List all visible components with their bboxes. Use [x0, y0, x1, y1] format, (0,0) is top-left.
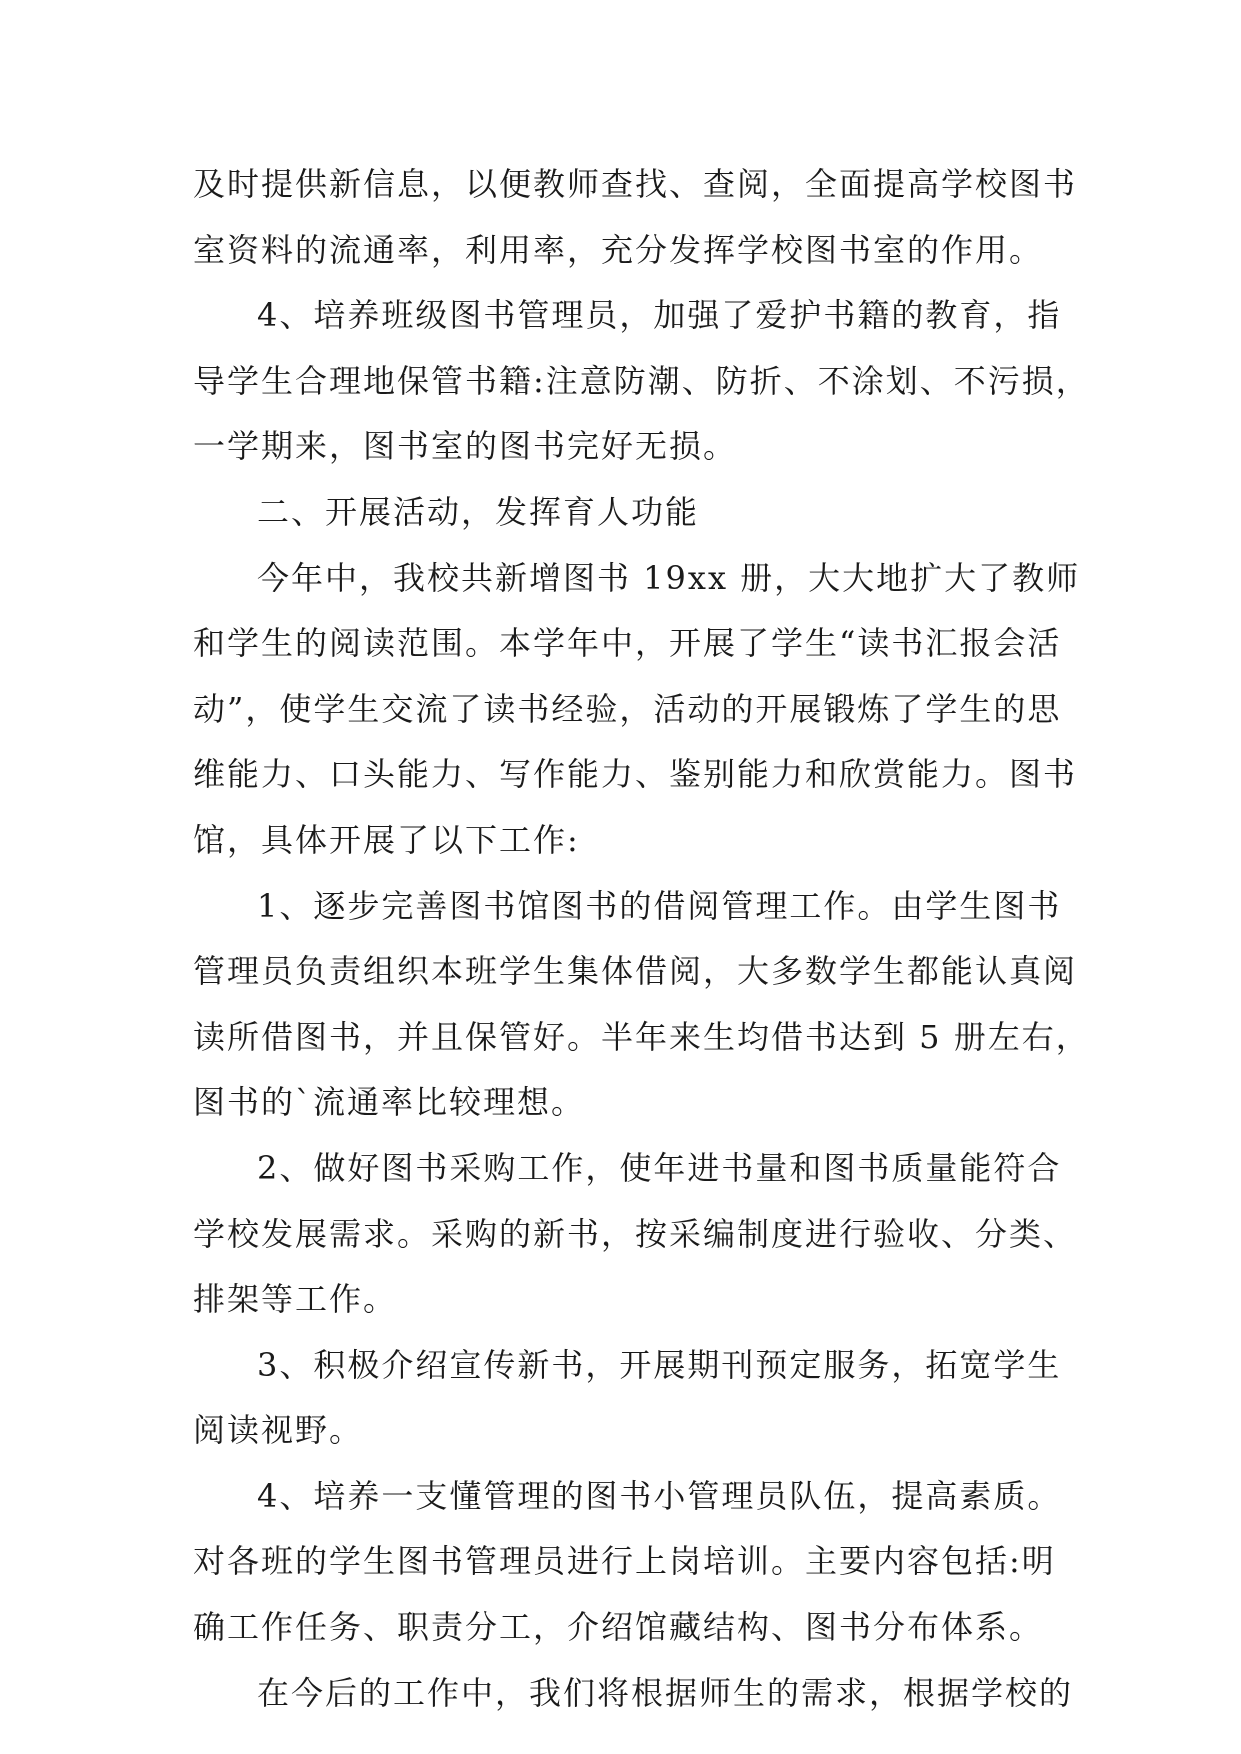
- text-line-1: 及时提供新信息，以便教师查找、查阅，全面提高学校图书: [193, 165, 1078, 203]
- section-heading: 二、开展活动，发挥育人功能: [257, 492, 700, 531]
- text-line-3: 4、培养班级图书管理员，加强了爱护书籍的教育，指: [257, 296, 1062, 335]
- text-line-22: 对各班的学生图书管理员进行上岗培训。主要内容包括:明: [193, 1542, 1056, 1581]
- text-line-7: 今年中，我校共新增图书 19xx 册，大大地扩大了教师: [257, 558, 1081, 597]
- text-line-17: 学校发展需求。采购的新书，按采编制度进行验收、分类、: [193, 1214, 1078, 1253]
- text-line-19: 3、积极介绍宣传新书，开展期刊预定服务，拓宽学生: [257, 1345, 1062, 1384]
- text-line-23: 确工作任务、职责分工，介绍馆藏结构、图书分布体系。: [193, 1608, 1044, 1647]
- text-line-16: 2、做好图书采购工作，使年进书量和图书质量能符合: [257, 1148, 1062, 1187]
- text-line-12: 1、逐步完善图书馆图书的借阅管理工作。由学生图书: [257, 886, 1062, 925]
- text-line-9: 动”，使学生交流了读书经验，活动的开展锻炼了学生的思: [193, 689, 1062, 728]
- text-line-13: 管理员负责组织本班学生集体借阅，大多数学生都能认真阅: [193, 952, 1078, 991]
- text-line-4: 导学生合理地保管书籍:注意防潮、防折、不涂划、不污损，: [193, 361, 1090, 400]
- text-line-2: 室资料的流通率，利用率，充分发挥学校图书室的作用。: [193, 230, 1044, 269]
- text-line-20: 阅读视野。: [193, 1411, 364, 1450]
- text-line-21: 4、培养一支懂管理的图书小管理员队伍，提高素质。: [257, 1476, 1062, 1515]
- text-line-5: 一学期来，图书室的图书完好无损。: [193, 427, 738, 466]
- text-line-18: 排架等工作。: [193, 1280, 398, 1319]
- text-line-11: 馆，具体开展了以下工作:: [193, 820, 580, 859]
- text-line-10: 维能力、口头能力、写作能力、鉴别能力和欣赏能力。图书: [193, 755, 1078, 794]
- text-line-8: 和学生的阅读范围。本学年中，开展了学生“读书汇报会活: [193, 624, 1062, 663]
- text-line-14: 读所借图书，并且保管好。半年来生均借书达到 5 册左右，: [193, 1017, 1090, 1056]
- text-line-15: 图书的`流通率比较理想。: [193, 1083, 586, 1122]
- document-body: [193, 152, 1090, 1726]
- text-line-24: 在今后的工作中，我们将根据师生的需求，根据学校的: [257, 1673, 1074, 1712]
